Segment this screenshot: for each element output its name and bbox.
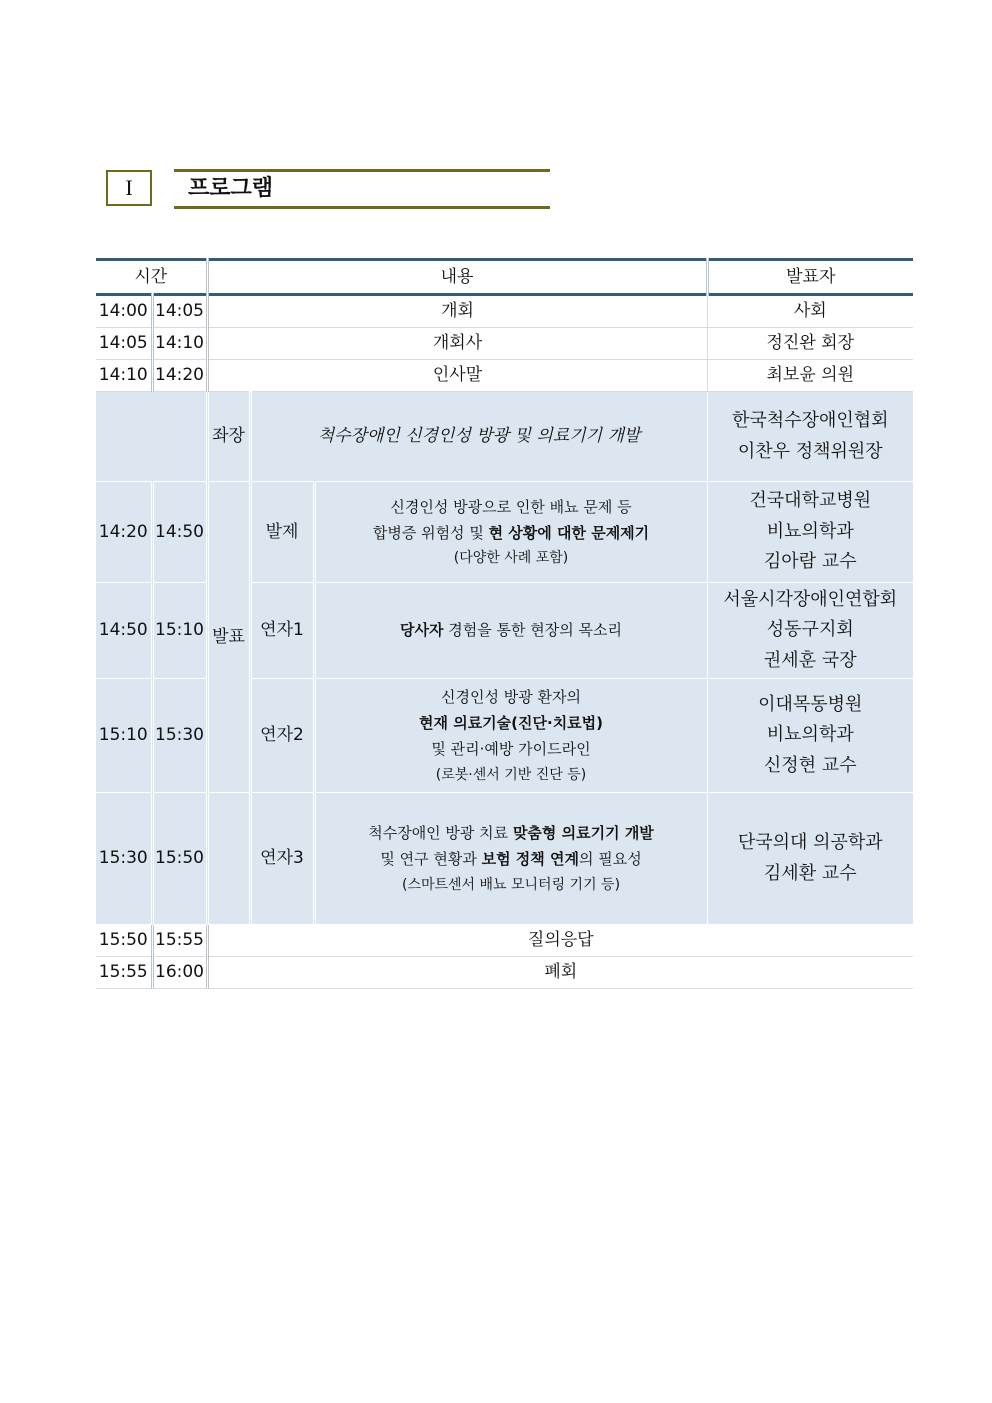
table-row: [96, 925, 913, 957]
presenter-line: 신정현 교수: [763, 754, 857, 776]
desc-text: 척수장애인 방광 치료: [368, 824, 513, 842]
table-row: [96, 360, 913, 392]
presenter-line: 서울시각장애인연합회: [723, 588, 898, 610]
row-presenter: 정진완 회장: [707, 328, 913, 360]
desc-line: [316, 617, 707, 643]
session-presenter: [707, 583, 913, 679]
table-row: [96, 328, 913, 360]
desc-line: 및 관리·예방 가이드라인: [431, 740, 591, 759]
session-presenter: [707, 793, 913, 925]
start-time: 15:50: [96, 925, 152, 957]
header-time: 시간: [96, 260, 207, 295]
end-time: 14:50: [152, 482, 207, 583]
section-number: I: [125, 175, 133, 200]
section-title: 프로그램: [174, 169, 550, 209]
desc-bold: 보험 정책 연계: [481, 850, 579, 869]
presenter-line: 김세환 교수: [763, 862, 857, 884]
session-label: 연자2: [250, 679, 314, 793]
header-content: 내용: [207, 260, 707, 295]
presenter-line: 성동구지회: [766, 619, 854, 641]
start-time: 15:10: [96, 679, 152, 793]
desc-line: [316, 520, 707, 546]
desc-text: 및 연구 현황과: [380, 850, 482, 869]
session-label: 연자1: [250, 583, 314, 679]
end-time: 14:10: [152, 328, 207, 360]
start-time: 15:30: [96, 793, 152, 925]
presenter-line: 김아람 교수: [763, 551, 857, 573]
desc-note: (로봇·센서 기반 진단 등): [435, 766, 587, 783]
presenter-line: 비뇨의학과: [766, 724, 854, 746]
chair-presenter: [707, 392, 913, 482]
chair-row: [96, 392, 913, 482]
session-presenter: [707, 482, 913, 583]
presenter-line: 권세훈 국장: [763, 649, 857, 671]
presenter-line: 이찬우 정책위원장: [737, 440, 883, 462]
table-row: [96, 957, 913, 989]
presentation-label: 발표: [207, 482, 250, 793]
desc-text: 경험을 통한 현장의 목소리: [443, 621, 622, 640]
desc-line: 신경인성 방광 환자의: [441, 687, 581, 706]
desc-bold: 현재 의료기술(진단·치료법): [419, 714, 604, 733]
end-time: 15:30: [152, 679, 207, 793]
table-header-row: [96, 260, 913, 295]
presenter-line: 한국척수장애인협회: [732, 409, 889, 431]
presenter-line: 건국대학교병원: [749, 490, 872, 512]
presenter-line: 단국의대 의공학과: [737, 831, 883, 853]
session-presenter: [707, 679, 913, 793]
chair-label: 좌장: [207, 392, 250, 482]
start-time: 14:50: [96, 583, 152, 679]
chair-topic: [250, 392, 707, 482]
start-time: 15:55: [96, 957, 152, 989]
presenter-line: 비뇨의학과: [766, 520, 854, 542]
session-description: [314, 583, 707, 679]
desc-text: 의 필요성: [578, 850, 642, 869]
end-time: 16:00: [152, 957, 207, 989]
row-content: 인사말: [207, 360, 707, 392]
presentation-label-cont: [207, 793, 250, 925]
start-time: 14:00: [96, 295, 152, 328]
row-content: 폐회: [207, 957, 913, 989]
presenter-line: 이대목동병원: [758, 693, 863, 715]
end-time: 15:10: [152, 583, 207, 679]
row-content: 질의응답: [207, 925, 913, 957]
desc-note: (다양한 사례 포함): [453, 550, 569, 566]
end-time: 15:55: [152, 925, 207, 957]
session-label: 발제: [250, 482, 314, 583]
table-row: [96, 295, 913, 328]
start-time: 14:20: [96, 482, 152, 583]
desc-line: [316, 820, 707, 846]
header-presenter: 발표자: [707, 260, 913, 295]
start-time: 14:10: [96, 360, 152, 392]
row-presenter: 최보윤 의원: [707, 360, 913, 392]
chair-time-empty: [96, 392, 207, 482]
chair-topic-text: 척수장애인 신경인성 방광 및 의료기기 개발: [317, 425, 641, 446]
session-row: [96, 793, 913, 925]
section-number-box: [106, 170, 152, 206]
row-presenter: 사회: [707, 295, 913, 328]
end-time: 14:20: [152, 360, 207, 392]
session-description: [314, 482, 707, 583]
desc-text: 합병증 위험성 및: [372, 523, 489, 542]
row-content: 개회: [207, 295, 707, 328]
session-row: [96, 482, 913, 583]
desc-bold: 맞춤형 의료기기 개발: [512, 824, 654, 842]
session-label: 연자3: [250, 793, 314, 925]
session-description: [314, 679, 707, 793]
row-content: 개회사: [207, 328, 707, 360]
session-description: [314, 793, 707, 925]
desc-note: (스마트센서 배뇨 모니터링 기기 등): [401, 876, 621, 893]
desc-line: 신경인성 방광으로 인한 배뇨 문제 등: [390, 497, 632, 516]
end-time: 14:05: [152, 295, 207, 328]
start-time: 14:05: [96, 328, 152, 360]
program-table: [96, 258, 913, 989]
desc-line: [316, 846, 707, 872]
desc-bold: 현 상황에 대한 문제제기: [488, 523, 650, 542]
end-time: 15:50: [152, 793, 207, 925]
desc-bold: 당사자: [400, 621, 444, 640]
